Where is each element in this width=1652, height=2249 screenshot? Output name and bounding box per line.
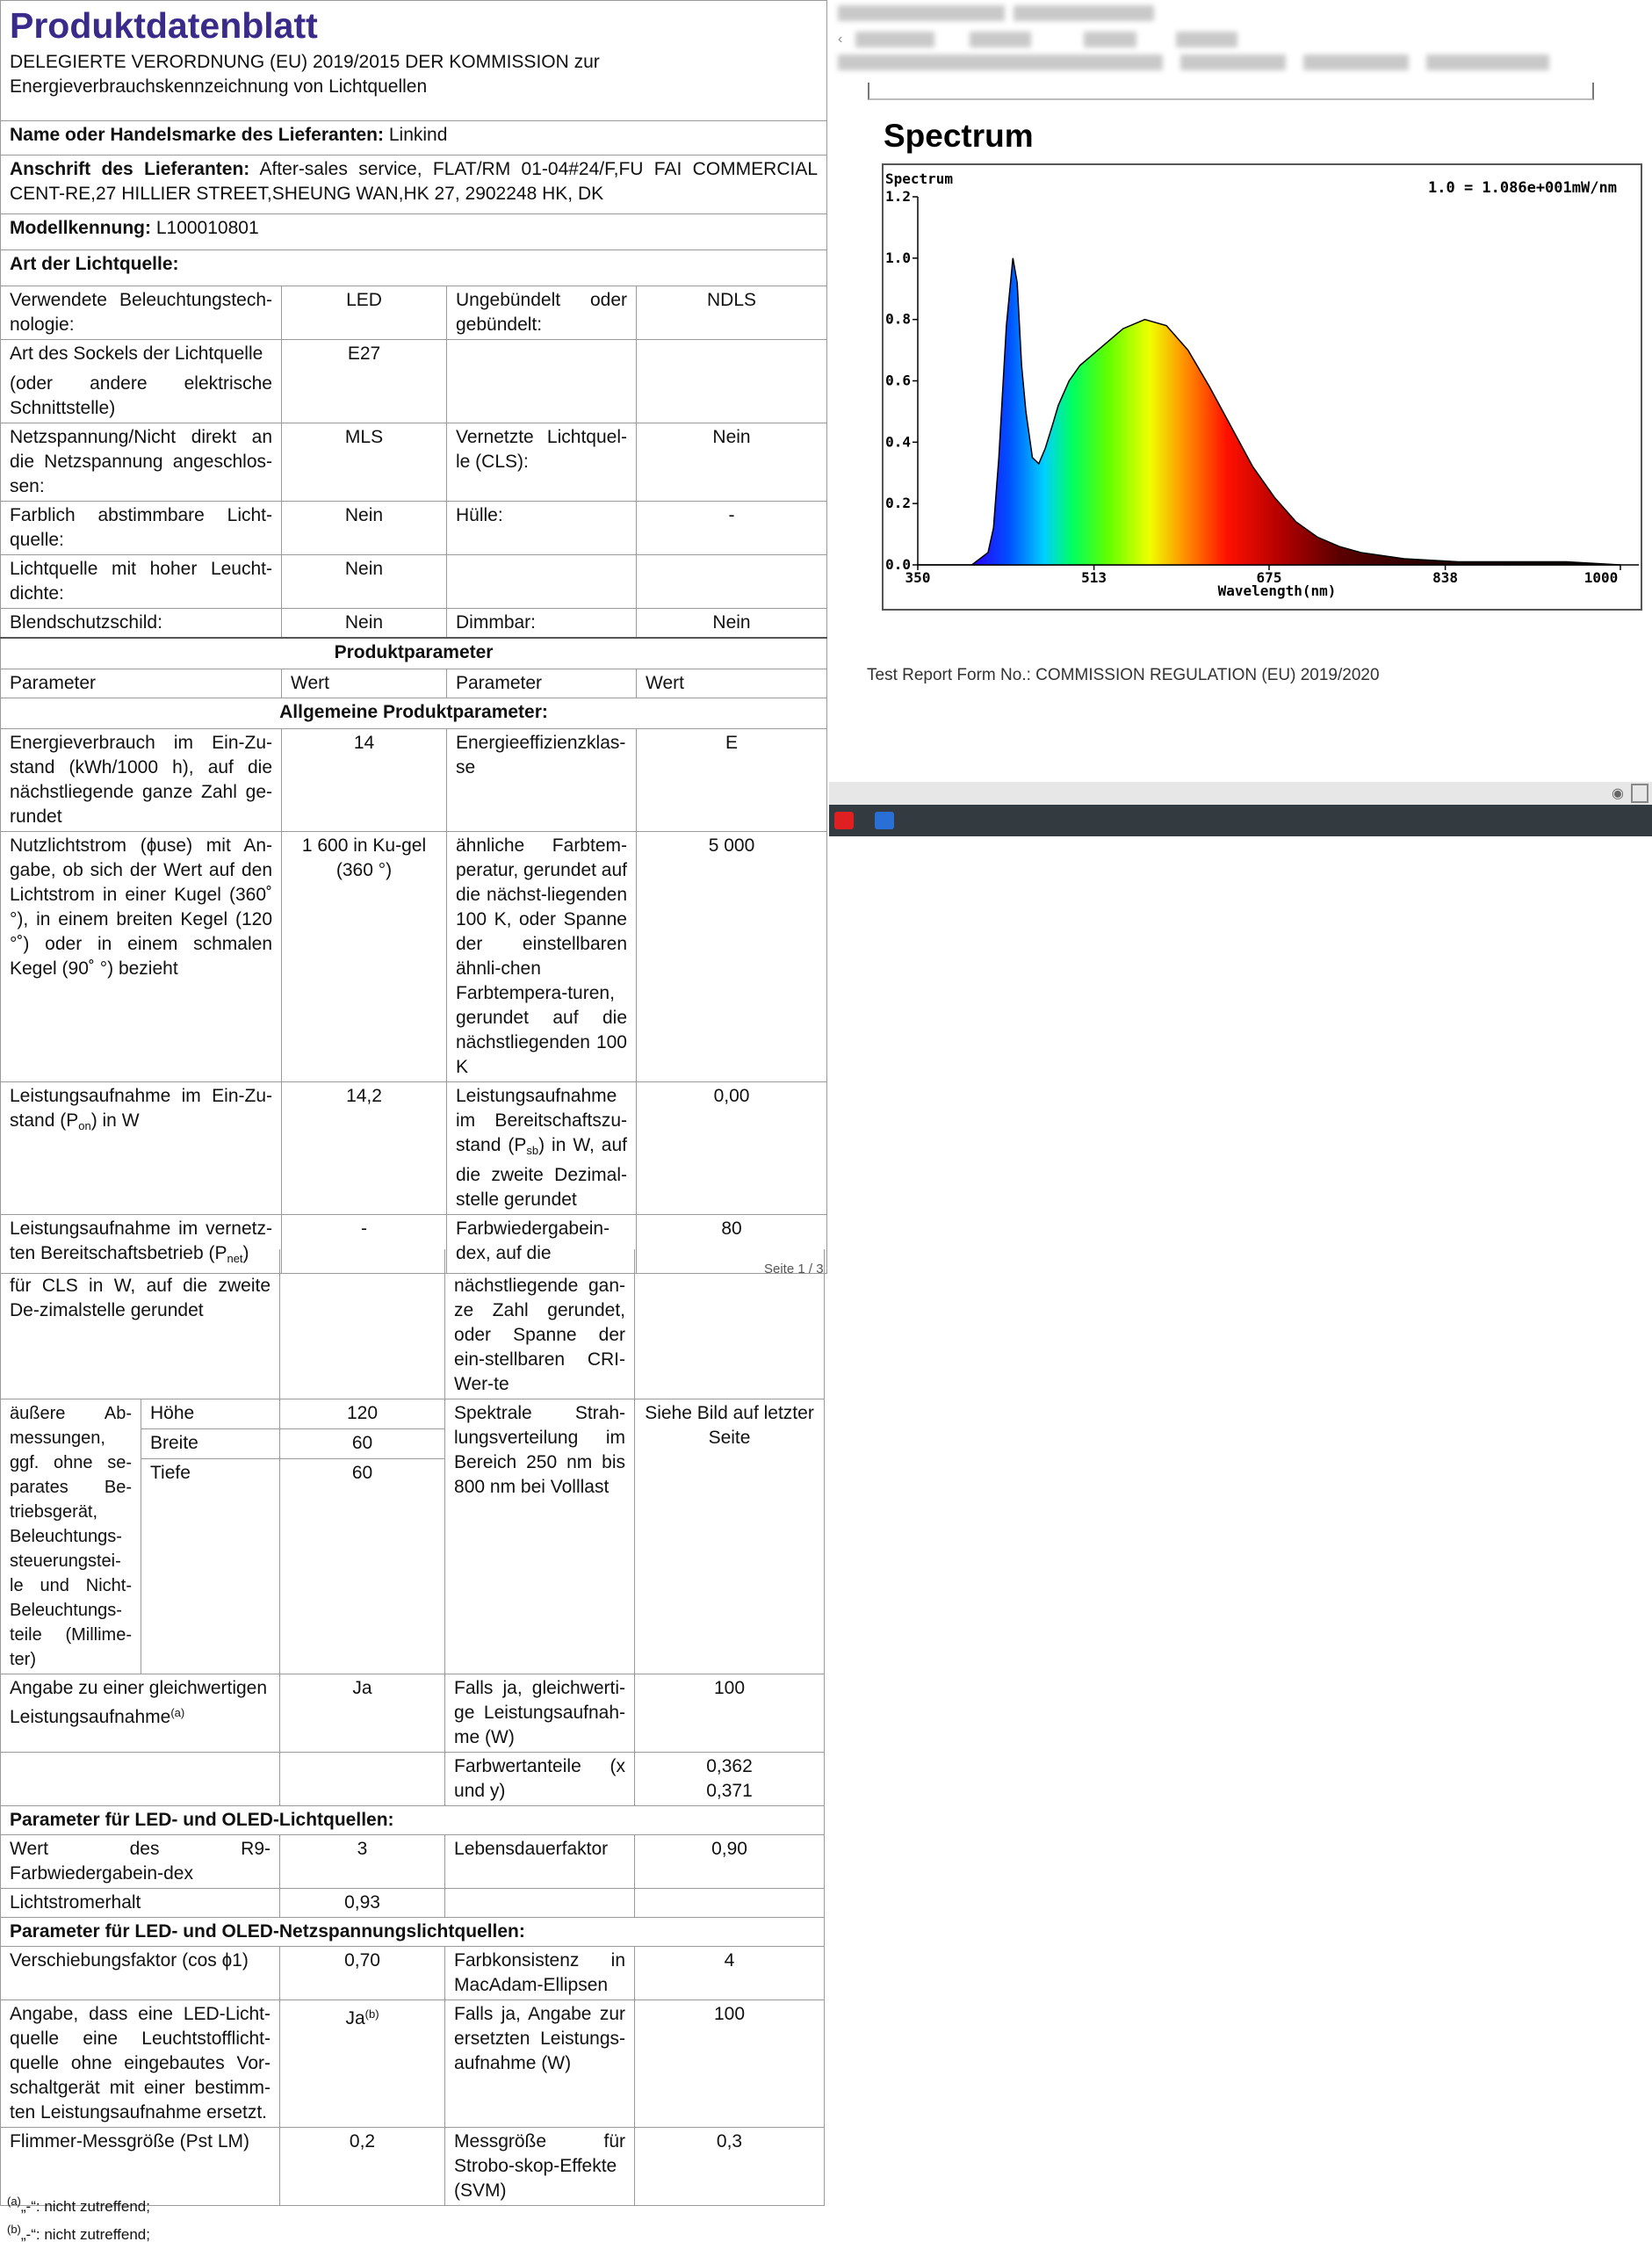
blurred-header-text	[1084, 32, 1136, 47]
x-tick-label: 1000	[1583, 569, 1619, 586]
address-value: After-sales service, FLAT/RM 01-04#24/F,FU FAI COMMERCIAL CENT-RE,27 HILLIER STREET,SHEUNG WAN,HK 27, 2902248 HK, DK	[10, 159, 819, 204]
macadam-value: 4	[635, 1947, 825, 2000]
table-row	[1, 1835, 825, 1889]
energy-consumption-label: Energieverbrauch im Ein-Zu-stand (kWh/1000 h), auf die nächstliegende ganze Zahl ge-rundet	[1, 729, 282, 832]
mains-label: Netzspannung/Nicht direkt an die Netzspannung angeschlos-sen:	[1, 423, 282, 502]
chromaticity-y: 0,371	[706, 1781, 753, 1801]
light-type-heading: Art der Lichtquelle:	[1, 250, 827, 286]
y-tick-label: 0.2	[885, 495, 911, 512]
table-header-row	[1, 669, 827, 698]
replaced-watt-value: 100	[635, 2000, 825, 2128]
table-row	[1, 286, 827, 340]
led-parameters-heading: Parameter für LED- und OLED-Lichtquellen:	[1, 1806, 825, 1835]
table-row	[1, 832, 827, 1082]
bundled-value: NDLS	[637, 286, 827, 340]
table-row	[1, 555, 827, 609]
table-row	[1, 2000, 825, 2128]
spectrum-heading: Spectrum	[884, 118, 1034, 154]
envelope-label: Hülle:	[447, 502, 637, 555]
y-tick-label: 1.0	[885, 249, 911, 266]
taskbar	[829, 805, 1652, 836]
x-axis-label: Wavelength(nm)	[1217, 582, 1337, 599]
networked-standby-label-text: Leistungsaufnahme im vernetz-ten Bereitschaftsbetrieb (P	[10, 1219, 272, 1263]
page-title: Produktdatenblatt	[1, 1, 827, 51]
datasheet-page-1	[0, 0, 826, 1265]
model-value: L100010801	[155, 218, 259, 238]
footnote-a	[7, 2195, 150, 2216]
col-header-value-2: Wert	[637, 669, 827, 698]
replaced-watt-label: Falls ja, Angabe zur ersetzten Leistungs-aufnahme (W)	[445, 2000, 635, 2128]
table-row	[1, 423, 827, 502]
supplier-value: Linkind	[388, 125, 448, 145]
blurred-header-text	[838, 54, 1163, 70]
table-row	[1, 1249, 825, 1399]
tech-value: LED	[282, 286, 447, 340]
glare-shield-value: Nein	[282, 609, 447, 639]
flicker-value: 0,2	[280, 2128, 445, 2206]
blurred-header-text	[1303, 54, 1409, 70]
col-header-parameter-2: Parameter	[447, 669, 637, 698]
energy-class-value: E	[637, 729, 827, 832]
chevron-left-icon[interactable]: ‹	[838, 32, 843, 47]
glare-shield-label: Blendschutzschild:	[1, 609, 282, 639]
chromaticity-value	[635, 1753, 825, 1806]
table-row	[1, 340, 827, 423]
standby-power-value: 0,00	[637, 1082, 827, 1215]
networked-standby-label-tail: )	[242, 1243, 249, 1263]
luminous-flux-label: Nutzlichtstrom (ɸuse) mit An-gabe, ob sich der Wert auf den Lichtstrom in einer Kugel (360˚ °), in einem breiten Kegel (120 °˚) oder in einem schmalen Kegel (90˚ °) bezieht	[1, 832, 282, 1082]
equivalent-watt-label: Falls ja, gleichwerti-ge Leistungsaufnah-me (W)	[445, 1674, 635, 1753]
luminous-flux-value: 1 600 in Ku-gel (360 °)	[282, 832, 447, 1082]
networked-standby-sub: net	[227, 1252, 243, 1265]
regulation-intro: DELEGIERTE VERORDNUNG (EU) 2019/2015 DER KOMMISSION zur Energieverbrauchskennzeichnung von Lichtquellen	[1, 50, 827, 121]
displacement-factor-label: Verschiebungsfaktor (cos ɸ1)	[1, 1947, 280, 2000]
x-tick-label: 838	[1432, 569, 1459, 586]
x-tick-label: 675	[1256, 569, 1282, 586]
dim-width-label: Breite	[141, 1428, 280, 1458]
model-row	[1, 214, 827, 250]
cri-value: 80	[637, 1215, 827, 1274]
datasheet-page-2	[0, 1249, 826, 2249]
table-row	[1, 1082, 827, 1215]
dimensions-label: äußere Ab-messungen, ggf. ohne se-parates Be-triebsgerät, Beleuchtungs-steuerungstei-le und Nicht-Beleuchtungs-teile (Millime-ter)	[1, 1399, 141, 1674]
spectrum-svg	[884, 165, 1641, 609]
y-tick-label: 0.6	[885, 372, 911, 389]
datasheet-table-page-1	[0, 0, 827, 1274]
tunable-value: Nein	[282, 502, 447, 555]
cri-label-cont: nächstliegende gan-ze Zahl gerundet, oder Spanne der ein-stellbaren CRI-Wer-te	[445, 1249, 635, 1399]
app-icon-red[interactable]	[834, 812, 854, 829]
equivalent-power-label	[1, 1674, 280, 1753]
energy-class-label: Energieeffizienzklas-se	[447, 729, 637, 832]
address-label: Anschrift des Lieferanten:	[10, 159, 250, 179]
equivalent-watt-value: 100	[635, 1674, 825, 1753]
high-luminance-label: Lichtquelle mit hoher Leucht-dichte:	[1, 555, 282, 609]
energy-consumption-value: 14	[282, 729, 447, 832]
table-row	[1, 1674, 825, 1753]
lumen-maintenance-value: 0,93	[280, 1889, 445, 1918]
dim-height-label: Höhe	[141, 1399, 280, 1429]
spectral-distribution-label: Spektrale Strah-lungsverteilung im Bereich 250 nm bis 800 nm bei Volllast	[445, 1399, 635, 1674]
datasheet-table-page-2	[0, 1249, 825, 2206]
blurred-header-text	[1426, 54, 1549, 70]
macadam-label: Farbkonsistenz in MacAdam-Ellipsen	[445, 1947, 635, 2000]
bundled-label: Ungebündelt oder gebündelt:	[447, 286, 637, 340]
chromaticity-x: 0,362	[706, 1756, 753, 1776]
spectrum-curve	[918, 258, 1620, 565]
r9-value: 3	[280, 1835, 445, 1889]
supplier-label: Name oder Handelsmarke des Lieferanten:	[10, 125, 384, 145]
cct-value: 5 000	[637, 832, 827, 1082]
y-tick-label: 0.0	[885, 556, 911, 573]
footnote-b	[7, 2223, 150, 2244]
cls-label: Vernetzte Lichtquel-le (CLS):	[447, 423, 637, 502]
model-label: Modellkennung:	[10, 218, 151, 238]
tunable-label: Farblich abstimmbare Licht-quelle:	[1, 502, 282, 555]
y-tick-label: 0.8	[885, 310, 911, 328]
document-frame-top	[868, 83, 1594, 100]
high-luminance-value: Nein	[282, 555, 447, 609]
cls-value: Nein	[637, 423, 827, 502]
power-on-label-tail: ) in W	[90, 1110, 140, 1131]
blurred-header-text	[1014, 5, 1154, 21]
tech-label: Verwendete Beleuchtungstech-nologie:	[1, 286, 282, 340]
app-icon-blue[interactable]	[875, 812, 894, 829]
survival-factor-label: Lebensdauerfaktor	[445, 1835, 635, 1889]
blurred-header-text	[838, 5, 1005, 21]
footnote-a-mark: (a)	[7, 2195, 21, 2208]
footnote-b-mark: (b)	[7, 2223, 21, 2236]
table-row	[1, 609, 827, 639]
socket-label	[1, 340, 282, 423]
spectrum-chart	[882, 163, 1642, 611]
mains-led-parameters-heading: Parameter für LED- und OLED-Netzspannungslichtquellen:	[1, 1918, 825, 1947]
socket-label-line1: Art des Sockels der Lichtquelle	[10, 343, 263, 364]
dim-depth-value: 60	[280, 1458, 445, 1674]
standby-power-sub: sb	[526, 1144, 539, 1157]
col-header-parameter: Parameter	[1, 669, 282, 698]
standby-power-label-tail: ) in W, auf die zweite Dezimal-stelle gerundet	[456, 1135, 627, 1210]
x-tick-label: 350	[905, 569, 931, 586]
test-report-caption: Test Report Form No.: COMMISSION REGULATION (EU) 2019/2020	[867, 666, 1380, 684]
supplier-row	[1, 121, 827, 155]
envelope-value: -	[637, 502, 827, 555]
equivalent-power-value: Ja	[280, 1674, 445, 1753]
dim-width-value: 60	[280, 1428, 445, 1458]
page-number: Seite 1 / 3	[764, 1262, 824, 1276]
y-tick-label: 1.2	[885, 188, 911, 205]
svm-label: Messgröße für Strobo-skop-Effekte (SVM)	[445, 2128, 635, 2206]
viewer-toolbar	[829, 782, 1652, 805]
flicker-label: Flimmer-Messgröße (Pst LM)	[1, 2128, 280, 2206]
dim-height-value: 120	[280, 1399, 445, 1429]
survival-factor-value: 0,90	[635, 1835, 825, 1889]
footnote-b-ref: (b)	[364, 2007, 379, 2021]
power-on-value: 14,2	[282, 1082, 447, 1215]
standby-power-label	[447, 1082, 637, 1215]
panel-icon[interactable]	[1631, 784, 1648, 803]
fluorescent-replacement-value	[280, 2000, 445, 2128]
table-row	[1, 1753, 825, 1806]
power-on-label	[1, 1082, 282, 1215]
blurred-header-text	[1176, 32, 1237, 47]
svm-value: 0,3	[635, 2128, 825, 2206]
fluorescent-replacement-label: Angabe, dass eine LED-Licht-quelle eine Leuchtstofflicht-quelle ohne eingebautes Vor-schaltgerät mit einer bestimm-ten Leistungsaufnahme ersetzt.	[1, 2000, 280, 2128]
networked-standby-value: -	[282, 1215, 447, 1274]
lumen-maintenance-label: Lichtstromerhalt	[1, 1889, 280, 1918]
table-row	[1, 502, 827, 555]
blurred-header-text	[1180, 54, 1286, 70]
spectral-distribution-value: Siehe Bild auf letzter Seite	[635, 1399, 825, 1674]
chromaticity-label: Farbwertanteile (x und y)	[445, 1753, 635, 1806]
y-tick-label: 0.4	[885, 433, 911, 451]
general-parameters-heading: Allgemeine Produktparameter:	[1, 698, 827, 729]
footnote-a-ref: (a)	[170, 1706, 185, 1719]
equivalent-power-text: Angabe zu einer gleichwertigen Leistungsaufnahme	[10, 1678, 268, 1727]
dimmable-value: Nein	[637, 609, 827, 639]
power-on-label-text: Leistungsaufnahme im Ein-Zu-stand (P	[10, 1086, 272, 1131]
product-parameters-heading: Produktparameter	[1, 638, 827, 669]
chart-inner-title: Spectrum	[885, 170, 954, 187]
r9-label: Wert des R9-Farbwiedergabein-dex	[1, 1835, 280, 1889]
cct-label: ähnliche Farbtem-peratur, gerundet auf die nächst-liegenden 100 K, oder Spanne der einstellbaren ähnli-chen Farbtempera-turen, gerundet auf die nächstliegenden 100 K	[447, 832, 637, 1082]
blurred-header-text	[855, 32, 934, 47]
x-tick-label: 513	[1081, 569, 1107, 586]
table-row	[1, 1889, 825, 1918]
fluorescent-replacement-text: Ja	[345, 2008, 365, 2028]
dim-depth-label: Tiefe	[141, 1458, 280, 1674]
footnote-b-text: „-“: nicht zutreffend;	[20, 2226, 150, 2243]
power-on-sub: on	[78, 1119, 91, 1132]
chart-scale-note: 1.0 = 1.086e+001mW/nm	[1428, 179, 1617, 197]
dimmable-label: Dimmbar:	[447, 609, 637, 639]
socket-label-line2: (oder andere elektrische Schnittstelle)	[10, 373, 272, 418]
eye-icon[interactable]: ◉	[1612, 786, 1624, 801]
table-row	[1, 1947, 825, 2000]
displacement-factor-value: 0,70	[280, 1947, 445, 2000]
address-row	[1, 155, 827, 214]
y-ticks	[885, 188, 918, 573]
mains-value: MLS	[282, 423, 447, 502]
networked-standby-label-cont: für CLS in W, auf die zweite De-zimalstelle gerundet	[1, 1249, 280, 1399]
blurred-header-text	[970, 32, 1031, 47]
col-header-value: Wert	[282, 669, 447, 698]
cri-label: Farbwiedergabein-dex, auf die	[447, 1215, 637, 1274]
socket-value: E27	[282, 340, 447, 423]
table-row	[1, 729, 827, 832]
footnote-a-text: „-“: nicht zutreffend;	[20, 2198, 150, 2215]
standby-power-label-text: Leistungsaufnahme im Bereitschaftszu-stand (P	[456, 1086, 627, 1155]
table-row	[1, 1399, 825, 1429]
